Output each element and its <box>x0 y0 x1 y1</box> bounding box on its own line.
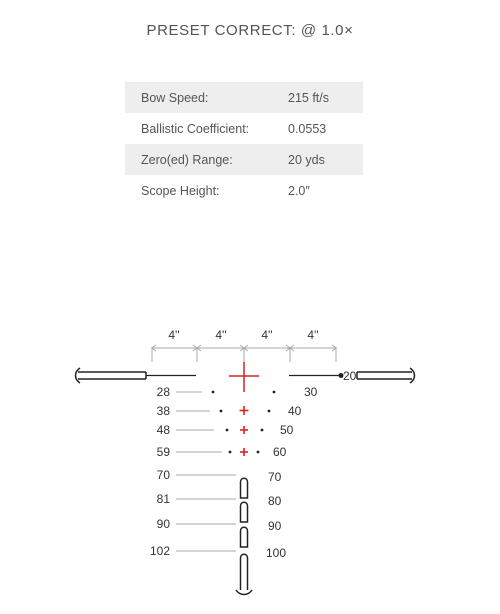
left-leader-lines <box>176 392 236 551</box>
left-range-label: 59 <box>156 445 170 459</box>
right-range-label: 100 <box>266 546 287 560</box>
left-range-label: 70 <box>156 468 170 482</box>
right-range-label: 30 <box>304 385 318 399</box>
right-range-label: 40 <box>288 404 302 418</box>
spec-label: Zero(ed) Range: <box>141 152 233 167</box>
spacing-label: 4'' <box>168 328 180 342</box>
right-range-label: 80 <box>268 494 282 508</box>
spec-value: 20 yds <box>288 152 325 167</box>
zero-range-label: 20 <box>343 369 357 383</box>
spacing-scale <box>152 345 336 362</box>
holdover-red-marks <box>240 406 249 456</box>
right-range-label: 90 <box>268 519 282 533</box>
spacing-label: 4'' <box>307 328 319 342</box>
left-range-labels <box>150 385 170 558</box>
spec-label: Bow Speed: <box>141 90 209 105</box>
lower-vertical-post <box>236 478 252 594</box>
right-range-label: 50 <box>280 423 294 437</box>
right-range-label: 60 <box>273 445 287 459</box>
aim-crosshair <box>229 362 259 392</box>
spacing-label: 4'' <box>261 328 273 342</box>
spec-value: 215 ft/s <box>288 90 329 105</box>
left-horizontal-post <box>76 368 197 383</box>
spec-label: Scope Height: <box>141 183 220 198</box>
spec-value: 2.0″ <box>288 183 310 198</box>
left-range-label: 38 <box>156 404 170 418</box>
left-range-label: 48 <box>156 423 170 437</box>
right-range-label: 70 <box>268 470 282 484</box>
holdover-dots <box>212 391 276 454</box>
left-range-label: 81 <box>156 492 170 506</box>
left-range-label: 28 <box>156 385 170 399</box>
left-range-label: 90 <box>156 517 170 531</box>
page-title: PRESET CORRECT: @ 1.0× <box>146 22 354 39</box>
spec-value: 0.0553 <box>288 121 327 136</box>
spec-label: Ballistic Coefficient: <box>141 121 250 136</box>
right-range-labels <box>266 385 318 560</box>
left-range-label: 102 <box>149 544 170 558</box>
spacing-label: 4'' <box>215 328 227 342</box>
